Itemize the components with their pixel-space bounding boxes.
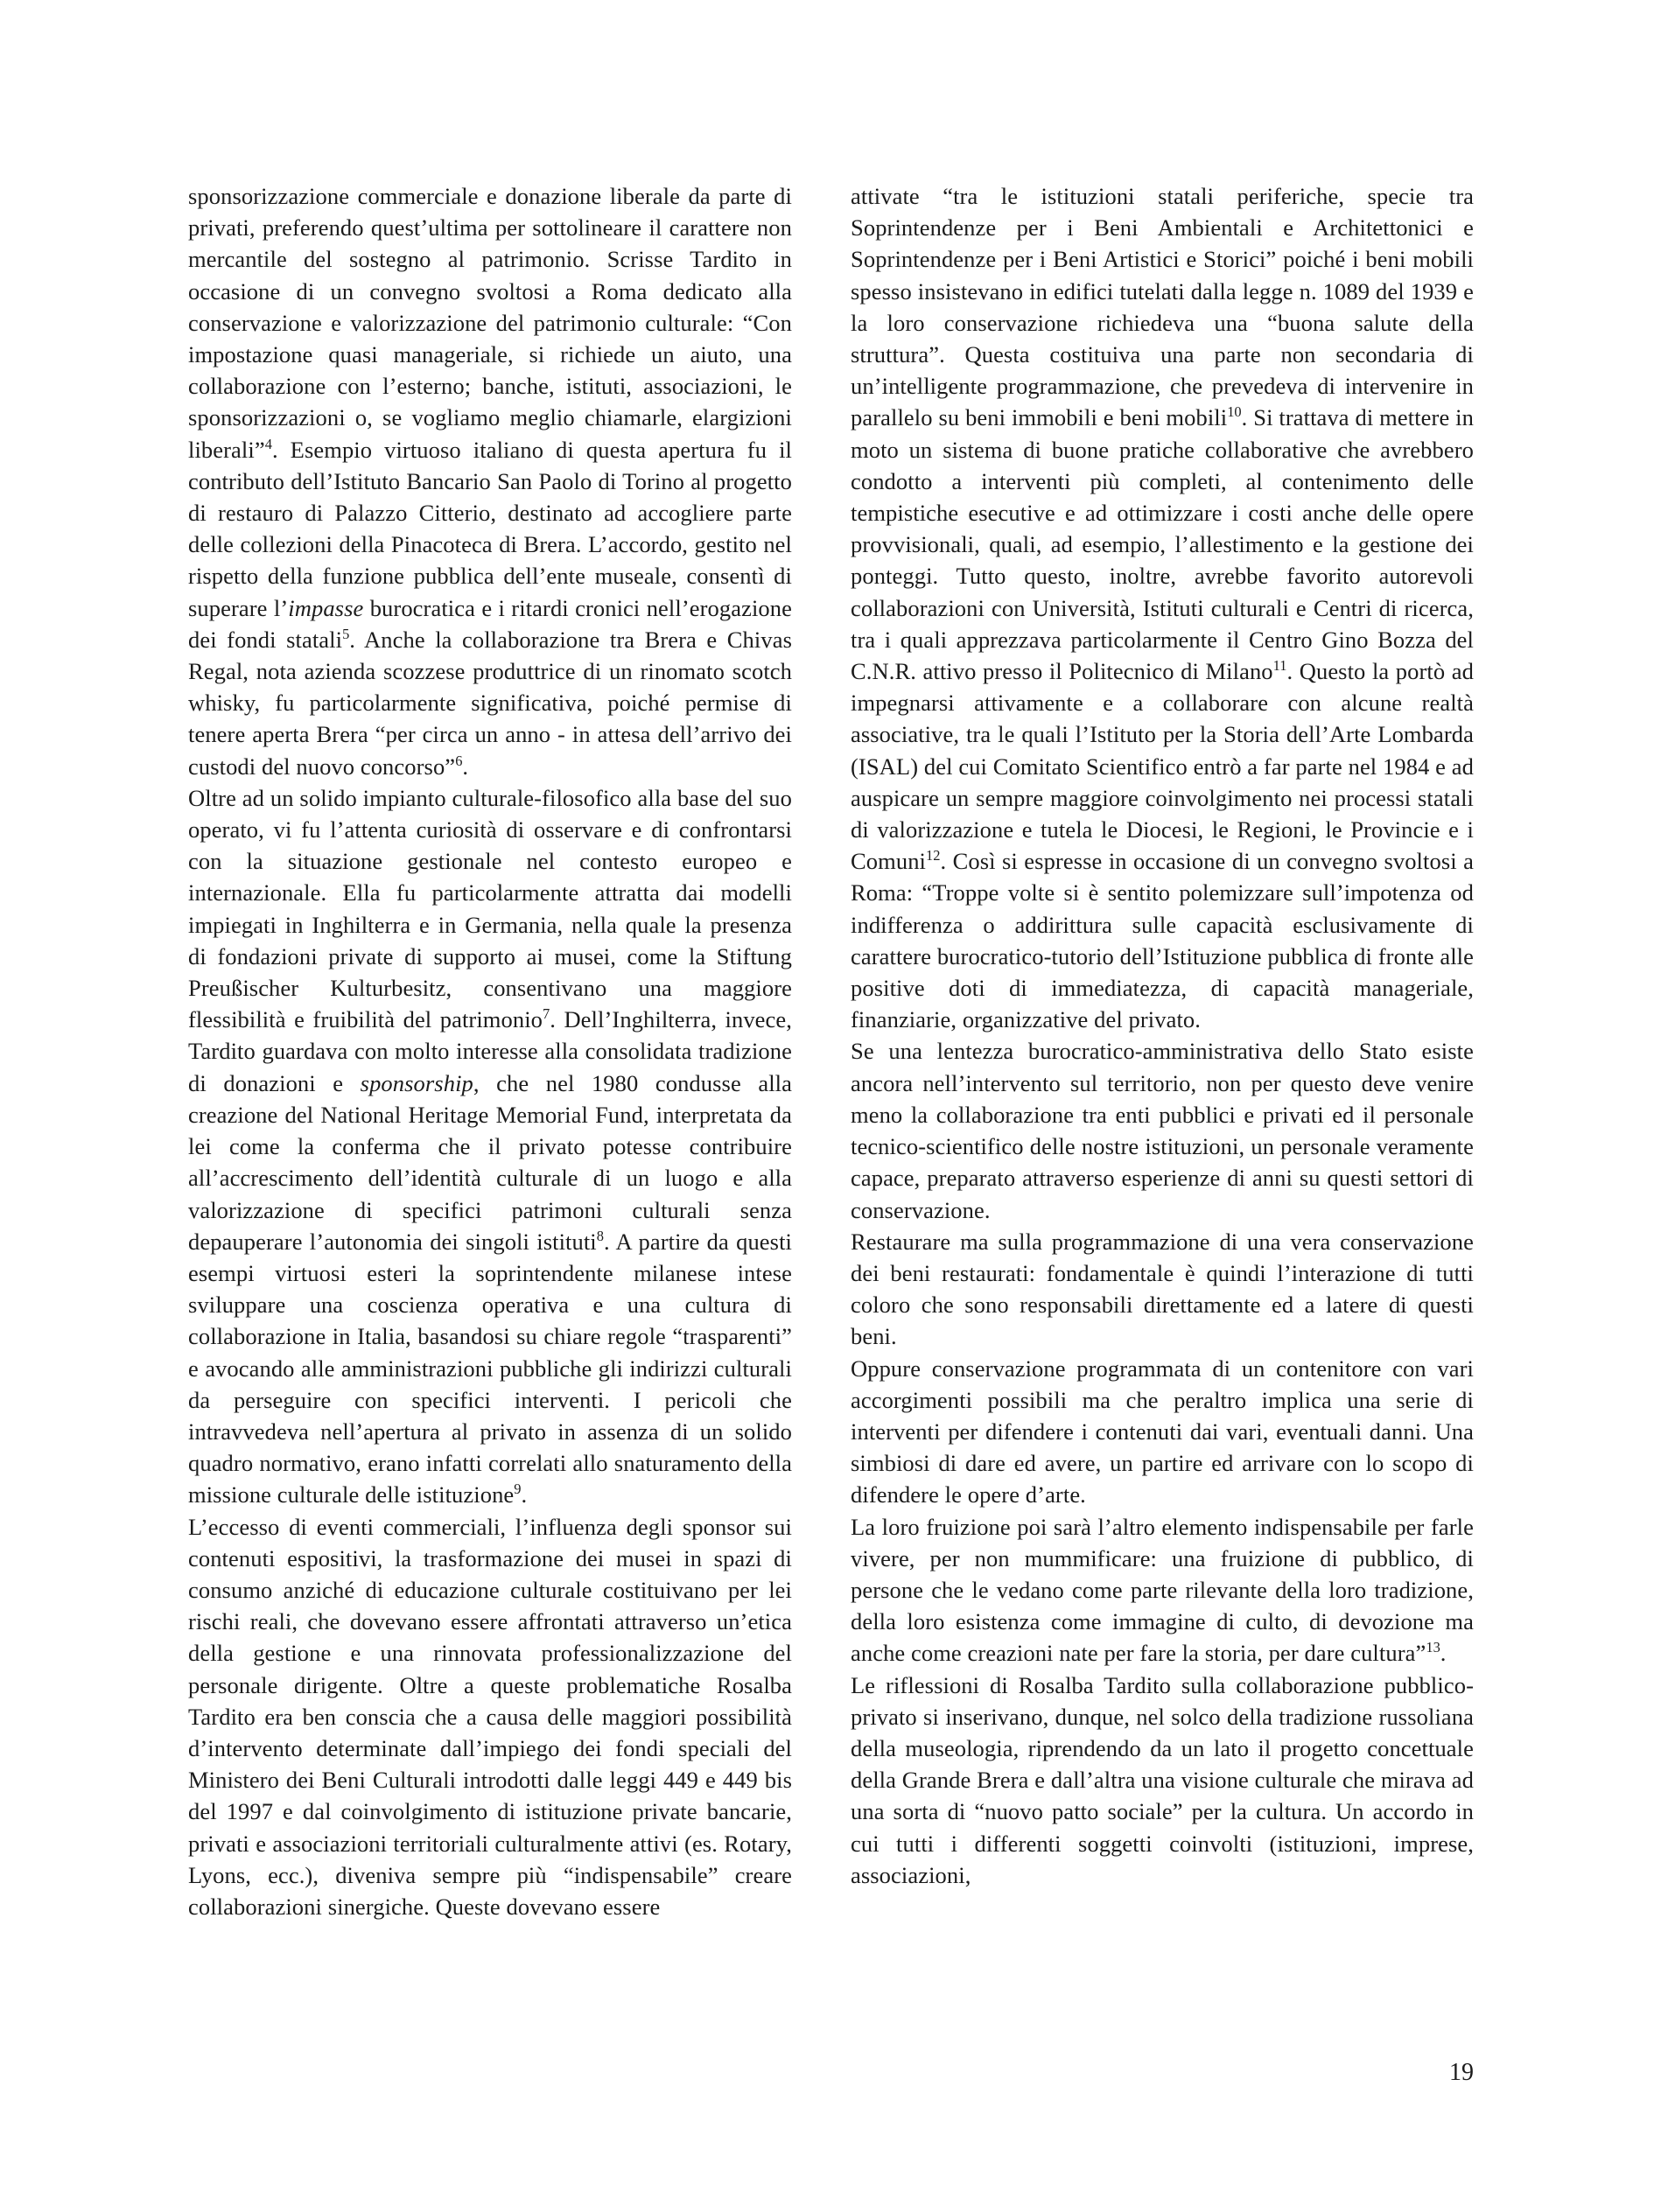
paragraph: Le riflessioni di Rosalba Tardito sulla collaborazione pubblico-privato si inserivano, dunque, nel solco della tradizione russoliana della museologia, riprendendo da un lato il progetto concettuale della Grande Brera e dall’altra una visione culturale che mirava ad una sorta di “nuovo patto sociale” per la cultura. Un accordo in cui tutti i differenti soggetti coinvolti (istituzioni, imprese, associazioni, bbox=[851, 1671, 1474, 1888]
page-number: 19 bbox=[1449, 2059, 1474, 2086]
paragraph: sponsorizzazione commerciale e donazione liberale da parte di privati, preferendo quest’ultima per sottolineare il carattere non mercantile del sostegno al patrimonio. Scrisse Tardito in occasione di un convegno svoltosi a Roma dedicato alla conservazione e valorizzazione del patrimonio culturale: “Con impostazione quasi manageriale, si richiede un aiuto, una collaborazione con l’esterno; banche, istituti, associazioni, le sponsorizzazioni o, se vogliamo meglio chiamarle, elargizioni liberali”$^4$. Esempio virtuoso italiano di questa apertura fu il contributo dell’Istituto Bancario San Paolo di Torino al progetto di restauro di Palazzo Citterio, destinato ad accogliere parte delle collezioni della Pinacoteca di Brera. L’accordo, gestito nel rispetto della funzione pubblica dell’ente museale, consentì di superare l’impasse burocratica e i ritardi cronici nell’erogazione dei fondi statali$^5$. Anche la collaborazione tra Brera e Chivas Regal, nota azienda scozzese produttrice di un rinomato scotch whisky, fu particolarmente significativa, poiché permise di tenere aperta Brera “per circa un anno - in attesa dell’arrivo dei custodi del nuovo concorso”$^6$. bbox=[188, 183, 792, 780]
right-column bbox=[851, 180, 1474, 1891]
paragraph: L’eccesso di eventi commerciali, l’influenza degli sponsor sui contenuti espositivi, la trasformazione dei musei in spazi di consumo anziché di educazione culturale costituivano per lei rischi reali, che dovevano essere affrontati attraverso un’etica della gestione e una rinnovata professionalizzazione del personale dirigente. Oltre a queste problematiche Rosalba Tardito era ben conscia che a causa delle maggiori possibilità d’intervento determinate dall’impiego dei fondi speciali del Ministero dei Beni Culturali introdotti dalle leggi 449 e 449 bis del 1997 e dal coinvolgimento di istituzione private bancarie, privati e associazioni territoriali culturalmente attivi (es. Rotary, Lyons, ecc.), diveniva sempre più “indispensabile” creare collaborazioni sinergiche. Queste dovevano essere bbox=[188, 1513, 792, 1920]
paragraph: Se una lentezza burocratico-amministrativa dello Stato esiste ancora nell’intervento sul territorio, non per questo deve venire meno la collaborazione tra enti pubblici e privati ed il personale tecnico-scientifico delle nostre istituzioni, un personale veramente capace, preparato attraverso esperienze di anni su questi settori di conservazione. bbox=[851, 1038, 1474, 1223]
paragraph: La loro fruizione poi sarà l’altro elemento indispensabile per farle vivere, per non mummificare: una fruizione di pubblico, di persone che le vedano come parte rilevante della loro tradizione, della loro esistenza come immagine di culto, di devozione ma anche come creazioni nate per fare la storia, per dare cultura”$^{13}$. bbox=[851, 1513, 1474, 1667]
paragraph: Oppure conservazione programmata di un contenitore con vari accorgimenti possibili ma che peraltro implica una serie di interventi per difendere i contenuti dai vari, eventuali danni. Una simbiosi di dare ed avere, un partire ed arrivare con lo scopo di difendere le opere d’arte. bbox=[851, 1354, 1474, 1508]
left-column bbox=[188, 180, 792, 1922]
paragraph: Restaurare ma sulla programmazione di una vera conservazione dei beni restaurati: fondamentale è quindi l’interazione di tutti coloro che sono responsabili direttamente ed a latere di questi beni. bbox=[851, 1228, 1474, 1350]
paragraph: attivate “tra le istituzioni statali periferiche, specie tra Soprintendenze per i Beni Ambientali e Architettonici e Soprintendenze per i Beni Artistici e Storici” poiché i beni mobili spesso insistevano in edifici tutelati dalla legge n. 1089 del 1939 e la loro conservazione richiedeva una “buona salute della struttura”. Questa costituiva una parte non secondaria di un’intelligente programmazione, che prevedeva di intervenire in parallelo su beni immobili e beni mobili$^{10}$. Si trattava di mettere in moto un sistema di buone pratiche collaborative che avrebbero condotto a interventi più completi, al contenimento delle tempistiche esecutive e ad ottimizzare i costi anche delle opere provvisionali, quali, ad esempio, l’allestimento e la gestione dei ponteggi. Tutto questo, inoltre, avrebbe favorito autorevoli collaborazioni con Università, Istituti culturali e Centri di ricerca, tra i quali apprezzava particolarmente il Centro Gino Bozza del C.N.R. attivo presso il Politecnico di Milano$^{11}$. Questo la portò ad impegnarsi attivamente e a collaborare con alcune realtà associative, tra le quali l’Istituto per la Storia dell’Arte Lombarda (ISAL) del cui Comitato Scientifico entrò a far parte nel 1984 e ad auspicare un sempre maggiore coinvolgimento nei processi statali di valorizzazione e tutela le Diocesi, le Regioni, le Provincie e i Comuni$^{12}$. Così si espresse in occasione di un convegno svoltosi a Roma: “Troppe volte si è sentito polemizzare sull’impotenza od indifferenza o addirittura sulle capacità esclusivamente di carattere burocratico-tutorio dell’Istituzione pubblica di fronte alle positive doti di immediatezza, di capacità manageriale, finanziarie, organizzative del privato. bbox=[851, 183, 1474, 1033]
paragraph: Oltre ad un solido impianto culturale-filosofico alla base del suo operato, vi fu l’attenta curiosità di osservare e di confrontarsi con la situazione gestionale nel contesto europeo e internazionale. Ella fu particolarmente attratta dai modelli impiegati in Inghilterra e in Germania, nella quale la presenza di fondazioni private di supporto ai musei, come la Stiftung Preußischer Kulturbesitz, consentivano una maggiore flessibilità e fruibilità del patrimonio$^7$. Dell’Inghilterra, invece, Tardito guardava con molto interesse alla consolidata tradizione di donazioni e sponsorship, che nel 1980 condusse alla creazione del National Heritage Memorial Fund, interpretata da lei come la conferma che il privato potesse contribuire all’accrescimento dell’identità culturale di un luogo e alla valorizzazione di specifici patrimoni culturali senza depauperare l’autonomia dei singoli istituti$^8$. A partire da questi esempi virtuosi esteri la soprintendente milanese intese sviluppare una coscienza operativa e una cultura di collaborazione in Italia, basandosi su chiare regole “trasparenti” e avocando alle amministrazioni pubbliche gli indirizzi culturali da perseguire con specifici interventi. I pericoli che intravvedeva nell’apertura al privato in assenza di un solido quadro normativo, erano infatti correlati allo snaturamento della missione culturale delle istituzione$^9$. bbox=[188, 784, 793, 1508]
